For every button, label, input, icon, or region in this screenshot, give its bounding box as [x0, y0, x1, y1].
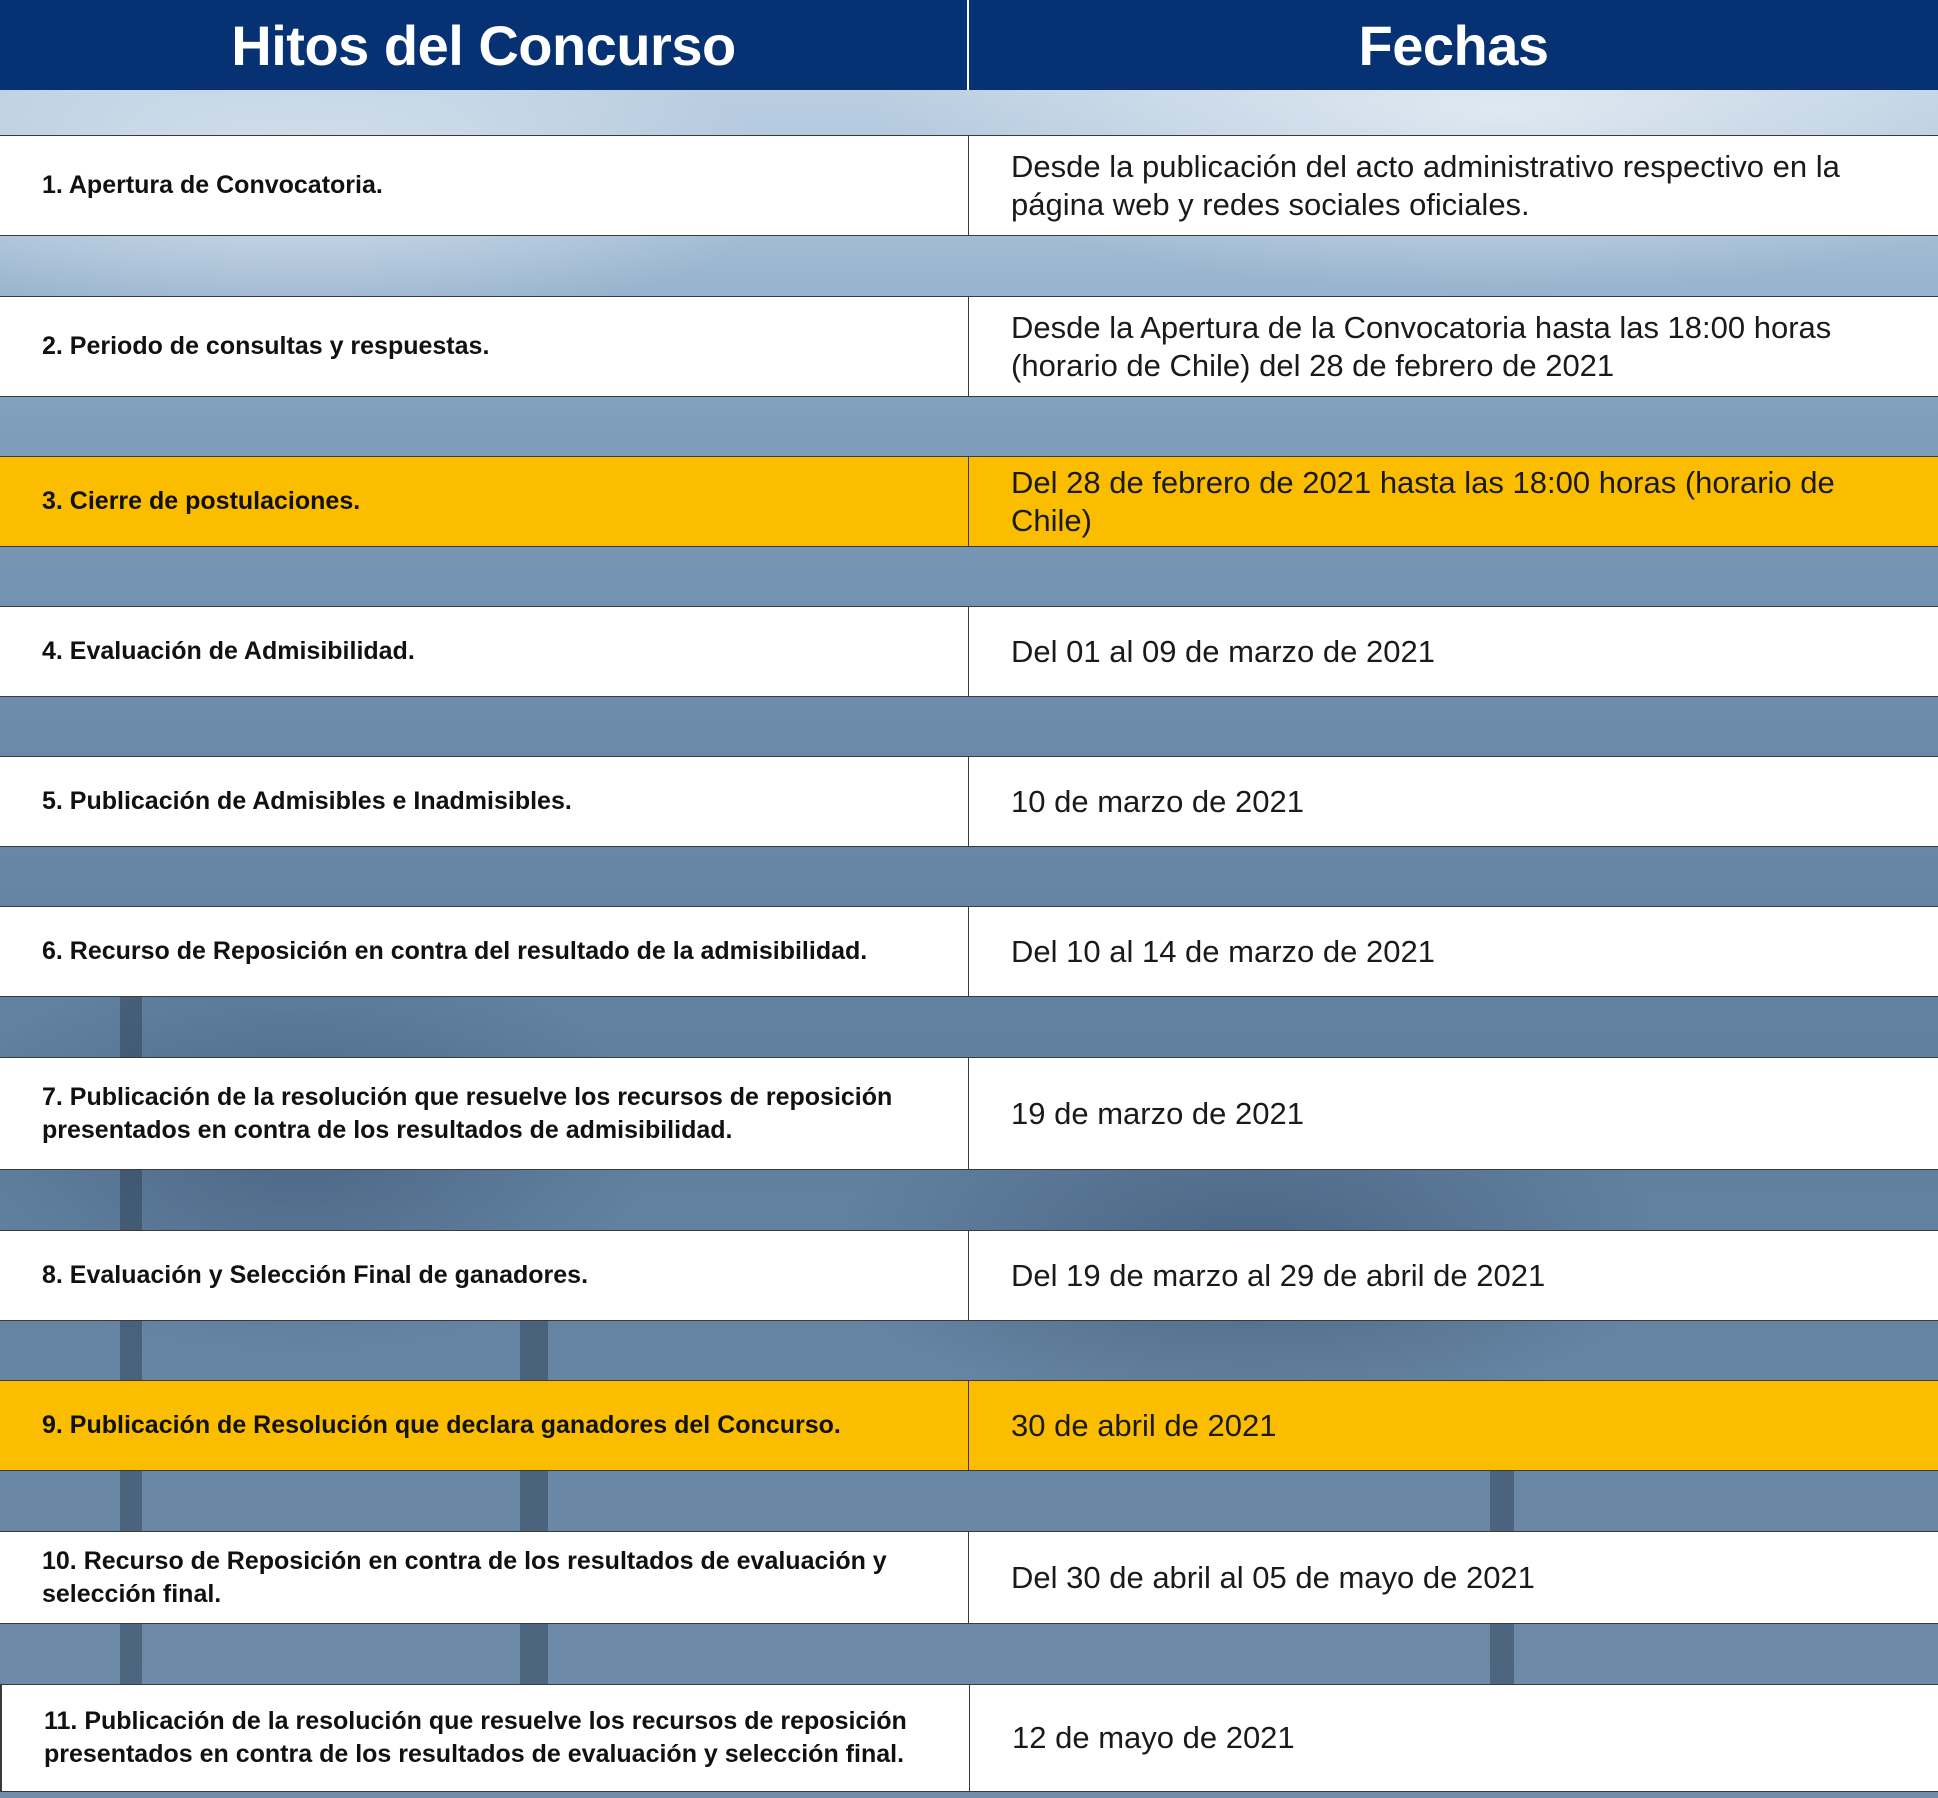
hito-text: 5. Publicación de Admisibles e Inadmisibles.: [42, 787, 572, 815]
table-row: [0, 1057, 1938, 1170]
table-row: [0, 135, 1938, 236]
hito-text: 11. Publicación de la resolución que resuelve los recursos de reposición presentados en contra de los resultados de evaluación y selección final.: [44, 1707, 907, 1768]
hito-text: 2. Periodo de consultas y respuestas.: [42, 332, 490, 360]
hito-cell: [0, 297, 969, 396]
hito-cell: [0, 457, 969, 546]
fecha-text: Del 01 al 09 de marzo de 2021: [1011, 633, 1435, 669]
fecha-text: Desde la Apertura de la Convocatoria hasta las 18:00 horas (horario de Chile) del 28 de febrero de 2021: [1011, 309, 1832, 383]
table-row: [0, 1684, 1938, 1792]
table-row: [0, 296, 1938, 397]
table-header: [0, 0, 1938, 90]
header-hitos: Hitos del Concurso: [0, 0, 969, 90]
hito-text: 6. Recurso de Reposición en contra del resultado de la admisibilidad.: [42, 937, 868, 965]
fecha-cell: [969, 607, 1938, 696]
table-row: [0, 906, 1938, 997]
hito-cell: [0, 1532, 969, 1623]
fecha-cell: [970, 1685, 1938, 1791]
fecha-cell: [969, 757, 1938, 846]
hito-cell: [0, 607, 969, 696]
fecha-cell: [969, 1532, 1938, 1623]
hito-cell: [0, 757, 969, 846]
hito-text: 1. Apertura de Convocatoria.: [42, 171, 383, 199]
table-row-highlighted: [0, 456, 1938, 547]
fecha-cell: [969, 907, 1938, 996]
hito-text: 9. Publicación de Resolución que declara ganadores del Concurso.: [42, 1411, 841, 1439]
fecha-cell: [969, 136, 1938, 235]
header-fechas: Fechas: [1358, 13, 1549, 77]
table-row: [0, 606, 1938, 697]
table-row: [0, 756, 1938, 847]
fecha-cell: [969, 1381, 1938, 1470]
table-row-highlighted: [0, 1380, 1938, 1471]
fecha-text: 30 de abril de 2021: [1011, 1407, 1277, 1443]
fecha-cell: [969, 1231, 1938, 1320]
hito-text: 7. Publicación de la resolución que resuelve los recursos de reposición presentados en contra de los resultados de admisibilidad.: [42, 1082, 893, 1144]
fecha-text: Del 30 de abril al 05 de mayo de 2021: [1011, 1559, 1535, 1595]
fecha-text: 10 de marzo de 2021: [1011, 783, 1304, 819]
hito-cell: [0, 1231, 969, 1320]
hito-text: 4. Evaluación de Admisibilidad.: [42, 637, 415, 665]
hito-cell: [0, 1058, 969, 1169]
fecha-text: Desde la publicación del acto administrativo respectivo en la página web y redes sociales oficiales.: [1011, 148, 1840, 222]
hito-text: 3. Cierre de postulaciones.: [42, 487, 361, 515]
hito-text: 10. Recurso de Reposición en contra de los resultados de evaluación y selección final.: [42, 1546, 887, 1608]
fecha-text: Del 10 al 14 de marzo de 2021: [1011, 933, 1435, 969]
fecha-cell: [969, 457, 1938, 546]
hito-cell: [0, 1381, 969, 1470]
table-row: [0, 1230, 1938, 1321]
hito-cell: [2, 1685, 970, 1791]
table-row: [0, 1531, 1938, 1624]
hito-text: 8. Evaluación y Selección Final de ganadores.: [42, 1261, 589, 1289]
fecha-cell: [969, 1058, 1938, 1169]
hito-cell: [0, 136, 969, 235]
fecha-text: Del 28 de febrero de 2021 hasta las 18:00 horas (horario de Chile): [1011, 464, 1835, 538]
fecha-text: 19 de marzo de 2021: [1011, 1095, 1304, 1131]
fecha-cell: [969, 297, 1938, 396]
fecha-text: Del 19 de marzo al 29 de abril de 2021: [1011, 1257, 1546, 1293]
fecha-text: 12 de mayo de 2021: [1012, 1720, 1295, 1755]
hito-cell: [0, 907, 969, 996]
